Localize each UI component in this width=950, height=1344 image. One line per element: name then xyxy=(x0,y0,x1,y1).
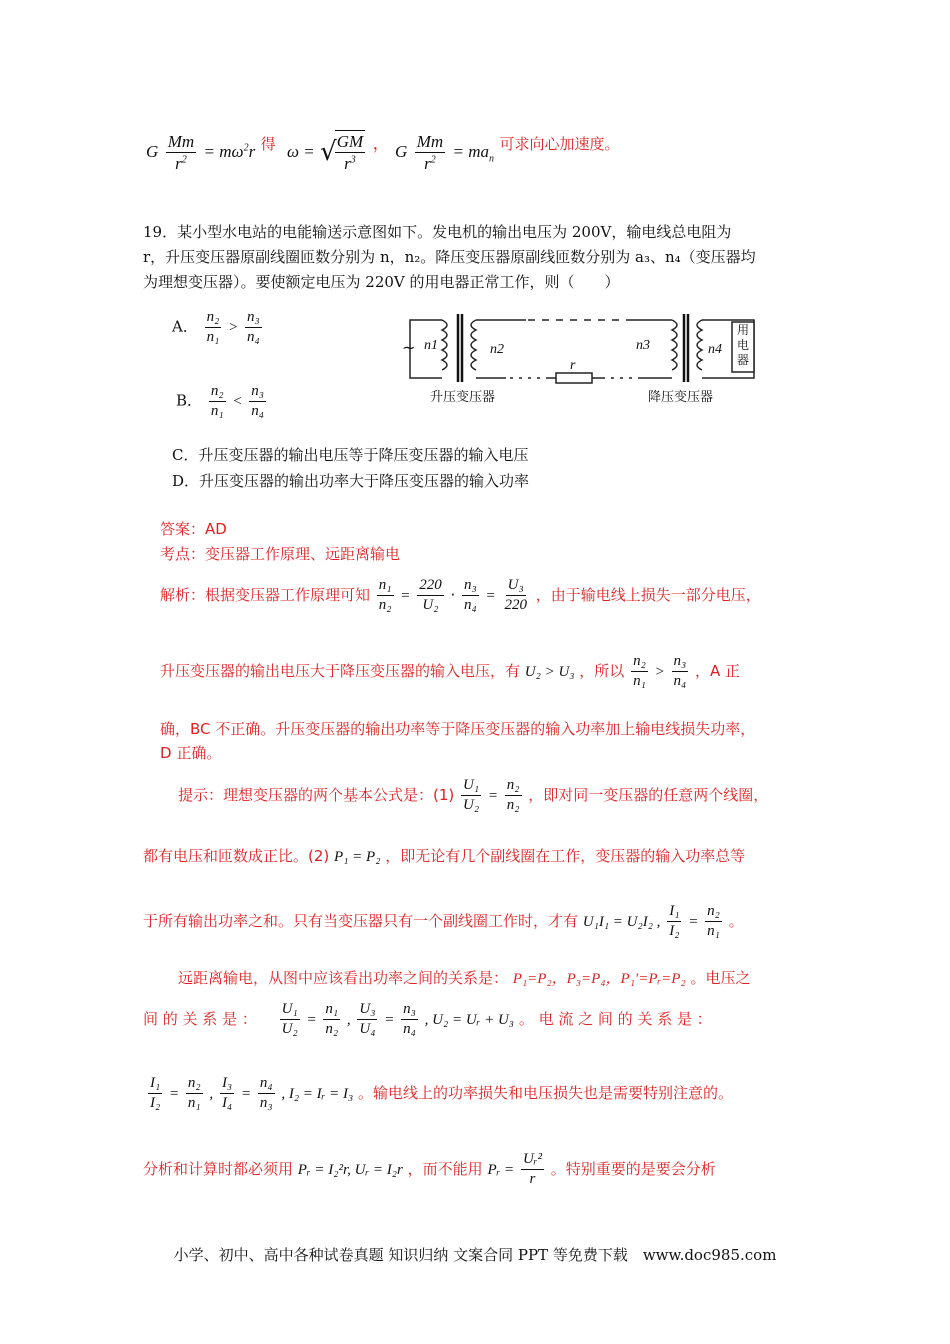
text-centripetal: 可求向心加速度。 xyxy=(499,134,620,153)
option-a-label: A． xyxy=(172,317,198,336)
question-19 xyxy=(143,220,756,295)
label-r: r xyxy=(570,358,576,373)
step-down-label: 降压变压器 xyxy=(648,390,714,405)
option-a xyxy=(172,308,264,347)
fraction: $\frac{\text{n₃}}{\text{n₄}}$ xyxy=(247,309,260,345)
fraction: $\frac{\text{n₂}}{\text{n₁}}$ xyxy=(707,903,720,939)
fraction: $\frac{\text{U₁}}{\text{U₂}}$ xyxy=(281,1001,298,1037)
fraction: $\frac{\text{I₁}}{\text{I₂}}$ xyxy=(669,903,680,939)
tip-line-1: 提示：理想变压器的两个基本公式是：(1) $\frac{\text{U₁}}{\text{U₂}}$ = $\frac{\text{n₂}}{\text{n₂}}$ ，即对同一变压器的任意两个线圈， xyxy=(178,777,769,813)
fraction: $\frac{\text{n₂}}{\text{n₁}}$ xyxy=(633,653,646,689)
denominator: $r^2$ xyxy=(175,153,187,173)
step-up-label: 升压变压器 xyxy=(430,390,496,405)
formula-G2: G xyxy=(395,141,408,161)
fraction: $\frac{\text{n₄}}{\text{n₃}}$ xyxy=(259,1075,273,1111)
question-line-2: r，升压变压器原副线圈匝数分别为 n，n₂。降压变压器原副线匝数分别为 a₃、n₄（变压器均 xyxy=(143,248,756,266)
comma: ， xyxy=(372,133,390,154)
answer-line: 答案：AD xyxy=(160,520,227,538)
fraction: $\frac{\text{n₃}}{\text{n₄}}$ xyxy=(403,1001,416,1037)
option-c: C．升压变压器的输出电压等于降压变压器的输入电压 xyxy=(172,446,529,464)
label-n4: n4 xyxy=(708,342,722,357)
option-b-label: B． xyxy=(176,391,203,410)
fraction: $\frac{\text{I₁}}{\text{I₂}}$ xyxy=(150,1075,161,1111)
fraction: $\frac{\text{n₂}}{\text{n₁}}$ xyxy=(206,309,220,345)
tip-line-2: 都有电压和匝数成正比。(2) P₁ = P₂ ，即无论有几个副线圈在工作，变压器的输入功率总等 xyxy=(143,847,746,865)
topic-line: 考点：变压器工作原理、远距离输电 xyxy=(160,545,401,563)
top-formula xyxy=(146,130,619,175)
option-d: D．升压变压器的输出功率大于降压变压器的输入功率 xyxy=(172,472,530,490)
fraction: $\frac{\text{n₃}}{\text{n₄}}$ xyxy=(251,383,264,419)
fraction: $\frac{\text{n₂}}{\text{n₁}}$ xyxy=(187,1075,201,1111)
tip-line-7: 分析和计算时都必须用 Pᵣ = I₂²r, Uᵣ = I₂r ，而不能用 Pᵣ = $\frac{\text{Uᵣ²}}{r}$ 。特别重要的是要会分析 xyxy=(143,1151,716,1187)
fraction: $\frac{\text{Uᵣ²}}{r}$ xyxy=(522,1151,542,1187)
ac-source-icon: ~ xyxy=(402,338,416,357)
operator: < xyxy=(232,393,243,410)
fraction-Mm-r2 xyxy=(166,131,196,175)
operator: > xyxy=(228,319,239,336)
fraction: $\frac{\text{n₁}}{\text{n₂}}$ xyxy=(378,577,392,613)
formula-man: = $ma_n$ xyxy=(452,141,495,165)
analysis-line-2: 升压变压器的输出电压大于降压变压器的输入电压，有 U₂ > U₃ ，所以 $\frac{\text{n₂}}{\text{n₁}}$ > $\frac{\text{n₃}}{\text{n₄}}$ ，A 正 xyxy=(160,653,741,689)
fraction-GM-r3: $\frac{GM}{r^3}$ xyxy=(336,132,364,174)
voltage-inequality: U₂ > U₃ xyxy=(524,663,575,680)
fraction: $\frac{\text{U₃}}{220}$ xyxy=(504,577,527,613)
option-b xyxy=(176,382,268,421)
tip-line-4: 远距离输电，从图中应该看出功率之间的关系是： P₁=P₂，P₃=P₄，P₁′=Pᵣ=P₂ 。电压之 xyxy=(178,969,751,987)
page-footer: 小学、初中、高中各种试卷真题 知识归纳 文案合同 PPT 等免费下载 www.doc985.com xyxy=(173,1246,777,1264)
fraction: $\frac{\text{n₁}}{\text{n₂}}$ xyxy=(325,1001,339,1037)
fraction: $\frac{\text{n₂}}{\text{n₁}}$ xyxy=(210,383,224,419)
tip-line-5: 间 的 关 系 是 ： $\frac{\text{U₁}}{\text{U₂}}$ = $\frac{\text{n₁}}{\text{n₂}}$ , $\frac{\text{U₃}}{\text{U₄}}$ = $\frac{\text{n₃}}{\text{n₄}}$ , U₂ = Uᵣ + U₃ 。 电 流 之 间 的 关 系 是 ： xyxy=(143,1001,712,1037)
fraction: $\frac{\text{n₃}}{\text{n₄}}$ xyxy=(673,653,687,689)
transmission-diagram xyxy=(398,306,768,414)
numerator: Mm xyxy=(166,131,196,153)
label-n2: n2 xyxy=(490,342,504,357)
tip-line-3: 于所有输出功率之和。只有当变压器只有一个副线圈工作时，才有 U₁I₁ = U₂I₂ , $\frac{\text{I₁}}{\text{I₂}}$ = $\frac{\text{n₂}}{\text{n₁}}$ 。 xyxy=(143,903,744,939)
omega: ω = xyxy=(287,141,315,161)
question-line-3: 为理想变压器）。要使额定电压为 220V 的用电器正常工作，则（ ） xyxy=(143,273,620,291)
fraction: $\frac{\text{n₃}}{\text{n₄}}$ xyxy=(464,577,477,613)
fraction-Mm-r2-b: $\frac{Mm}{r^2}$ xyxy=(416,131,444,173)
fraction: $\frac{\text{U₁}}{\text{U₂}}$ xyxy=(463,777,480,813)
fraction: $\frac{\text{I₃}}{\text{I₄}}$ xyxy=(221,1075,233,1111)
label-n1: n1 xyxy=(424,338,438,353)
fraction: $\frac{220}{\text{U₂}}$ xyxy=(419,577,442,613)
formula-rhs: = $m\omega^2r$ xyxy=(203,141,256,161)
analysis-line-1: 解析：根据变压器工作原理可知 $\frac{\text{n₁}}{\text{n₂}}$ = $\frac{220}{\text{U₂}}$ · $\frac{\text{n₃}}{\text{n₄}}$ = $\frac{\text{U₃}}{220}$ ，由于输电线上损失一部分电压， xyxy=(160,577,761,613)
fraction: $\frac{\text{U₃}}{\text{U₄}}$ xyxy=(359,1001,376,1037)
fraction: $\frac{\text{n₂}}{\text{n₂}}$ xyxy=(506,777,520,813)
analysis-line-3: 确，BC 不正确。升压变压器的输出功率等于降压变压器的输入功率加上输电线损失功率， xyxy=(160,720,756,738)
text-de: 得 xyxy=(260,134,276,153)
load-label: 用电器 xyxy=(737,323,750,367)
analysis-line-4: D 正确。 xyxy=(160,744,222,762)
question-line-1: 19．某小型水电站的电能输送示意图如下。发电机的输出电压为 200V，输电线总电阻为 xyxy=(143,223,732,241)
formula-G: G xyxy=(146,141,159,161)
sqrt-icon: √ xyxy=(320,137,337,168)
label-n3: n3 xyxy=(636,338,650,353)
tip-line-6: $\frac{\text{I₁}}{\text{I₂}}$ = $\frac{\text{n₂}}{\text{n₁}}$ , $\frac{\text{I₃}}{\text{I₄}}$ = $\frac{\text{n₄}}{\text{n₃}}$ , I₂ = Iᵣ = I₃ 。输电线上的功率损失和电压损失也是需要特别注意的。 xyxy=(150,1075,733,1111)
